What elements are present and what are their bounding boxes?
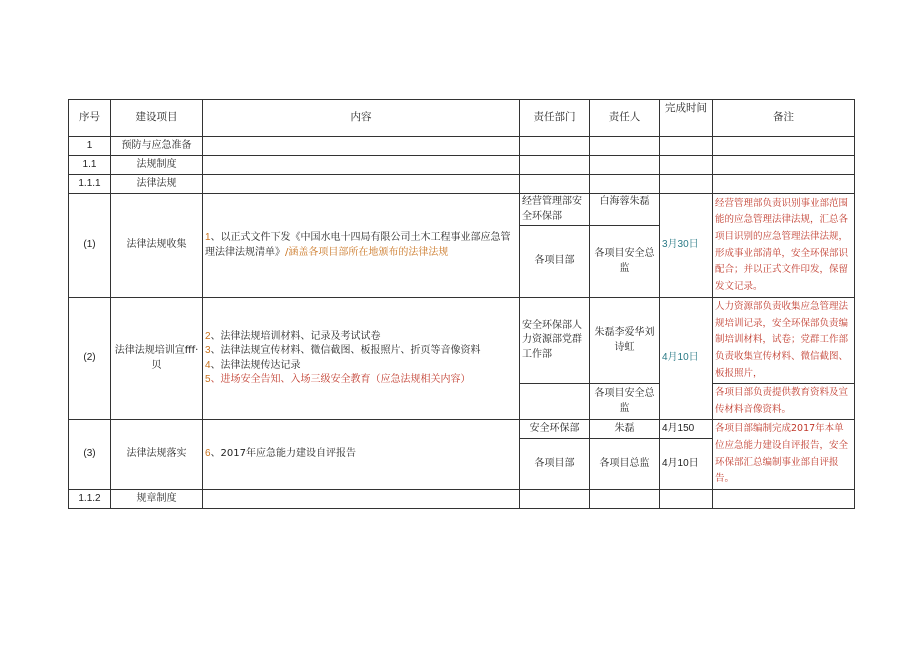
content-text: 、以正式文件下发《中国水电十四局有限公司土木工程事业部应急管理法律法规清单》 (205, 232, 511, 258)
table-row (69, 156, 855, 175)
row-remark: 各项目部编制完成2017年本单位应急能力建设自评报告，安全环保部汇总编制事业部自评报告。 (713, 420, 855, 490)
content-text: 、2017年应急能力建设自评报告 (210, 448, 357, 460)
table-row (69, 489, 855, 508)
row-deadline: 4月10日 (660, 298, 713, 420)
row-seq: 1.1.2 (69, 489, 111, 508)
row-person: 各项目总监 (590, 438, 660, 489)
row-remark: 经营管理部负责识别事业部范围能的应急管理法律法规，汇总各项目识别的应急管理法律法规，形成事业部清单，安全环保部识配合；并以正式文件印发，保留发文记录。 (713, 194, 855, 298)
row-dept: 各项目部 (520, 438, 590, 489)
content-item: 4、法律法规传达记录 (205, 359, 301, 371)
row-content (203, 420, 520, 490)
row-person: 各项目安全总监 (590, 226, 660, 298)
row-person: 白海蓉朱磊 (590, 194, 660, 226)
row-project: 预防与应急准备 (111, 137, 203, 156)
row-content (203, 298, 520, 420)
row-project: 规章制度 (111, 489, 203, 508)
header-person: 责任人 (590, 100, 660, 137)
row-project: 法律法规落实 (111, 420, 203, 490)
row-deadline: 4月150 (660, 420, 713, 438)
header-seq: 序号 (69, 100, 111, 137)
row-project: 法律法规收集 (111, 194, 203, 298)
row-dept: 安全环保部人力资源部党群工作部 (520, 298, 590, 384)
content-item: 5、进场安全告知、入场三级安全教育（应急法规相关内容） (205, 374, 471, 386)
header-remark: 备注 (713, 100, 855, 137)
row-remark: 各项目部负责提供教育资料及宣传材料音像资料。 (713, 384, 855, 420)
row-dept: 各项目部 (520, 226, 590, 298)
row-remark: 人力资源部负责收集应急管理法规培训记录，安全环保部负责编制培训材料，试卷；党群工作部负责收集宣传材料、微信截图、板报照片， (713, 298, 855, 384)
row-dept: 安全环保部 (520, 420, 590, 438)
row-project: 法律法规 (111, 175, 203, 194)
table-row (69, 175, 855, 194)
row-project: 法律法规培训宣fff·贝 (111, 298, 203, 420)
safety-plan-table (68, 99, 855, 509)
row-person: 朱磊 (590, 420, 660, 438)
header-dept: 责任部门 (520, 100, 590, 137)
row-seq: (3) (69, 420, 111, 490)
header-content: 内容 (203, 100, 520, 137)
row-person: 各项目安全总监 (590, 384, 660, 420)
table-row (69, 137, 855, 156)
row-content (203, 194, 520, 298)
row-deadline: 4月10日 (660, 438, 713, 489)
row-seq: (2) (69, 298, 111, 420)
header-deadline: 完成时间 (660, 100, 713, 137)
row-person: 朱磊李爱华刘诗虹 (590, 298, 660, 384)
header-project: 建设项目 (111, 100, 203, 137)
content-note: /涵盖各项目部所在地颁布的法律法规 (285, 246, 449, 258)
content-item: 2、法律法规培训材料、记录及考试试卷 (205, 330, 381, 342)
table-row (69, 298, 855, 384)
row-deadline: 3月30日 (660, 194, 713, 298)
content-index: 6 (205, 448, 211, 460)
table-row (69, 194, 855, 226)
content-item: 3、法律法规宣传材料、微信截图、板报照片、折页等音像资料 (205, 345, 481, 357)
table-row (69, 420, 855, 438)
content-index: 1 (205, 232, 211, 243)
row-project: 法规制度 (111, 156, 203, 175)
row-seq: 1.1 (69, 156, 111, 175)
row-seq: 1.1.1 (69, 175, 111, 194)
row-dept: 经营管理部安全环保部 (520, 194, 590, 226)
row-seq: (1) (69, 194, 111, 298)
row-seq: 1 (69, 137, 111, 156)
header-row (69, 100, 855, 137)
